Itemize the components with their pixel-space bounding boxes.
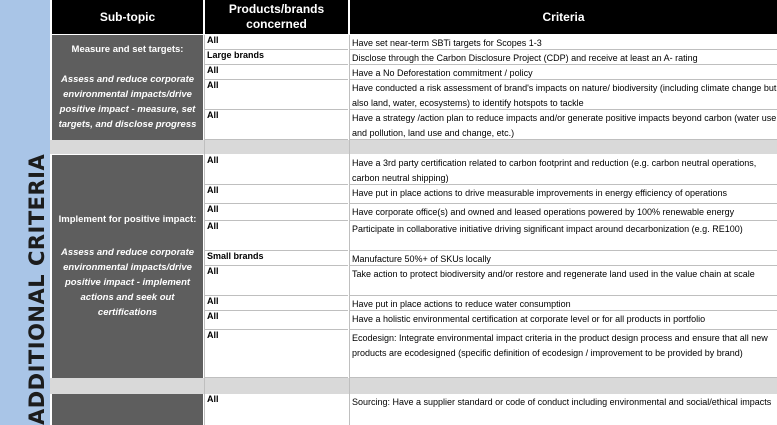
product-cell: Large brands (205, 50, 348, 65)
criteria-cell: Have corporate office(s) and owned and leased operations powered by 100% renewable energy (350, 204, 777, 221)
product-cell: All (205, 330, 348, 378)
criteria-cell: Have a No Deforestation commitment / policy (350, 65, 777, 80)
criteria-cell: Disclose through the Carbon Disclosure Project (CDP) and receive at least an A- rating (350, 50, 777, 65)
side-label: ADDITIONAL CRITERIA (25, 153, 49, 425)
subtopic-title: Measure and set targets: (71, 44, 184, 55)
product-cell: All (205, 221, 348, 251)
product-cell: Small brands (205, 251, 348, 266)
criteria-cell: Have put in place actions to drive measurable improvements in energy efficiency of operations (350, 185, 777, 204)
product-cell: All (205, 311, 348, 330)
product-cell: All (205, 80, 348, 110)
section-gap (50, 140, 777, 154)
product-cell: All (205, 110, 348, 140)
criteria-cell: Participate in collaborative initiative driving significant impact around decarbonization (e.g. RE100) (350, 221, 777, 251)
criteria-cell: Have put in place actions to reduce water consumption (350, 296, 777, 311)
criteria-cell: Have conducted a risk assessment of brand's impacts on nature/ biodiversity (including climate change but also land, water, ecosystems) to identify hotspots to tackle (350, 80, 777, 110)
product-cell: All (205, 155, 348, 185)
header-subtopic: Sub-topic (52, 0, 203, 34)
criteria-cell: Have a strategy /action plan to reduce impacts and/or generate positive impacts beyond carbon (water use and pollution, land use and change, etc.) (350, 110, 777, 140)
criteria-cell: Manufacture 50%+ of SKUs locally (350, 251, 777, 266)
section-gap (50, 378, 777, 394)
product-cell: All (205, 185, 348, 204)
criteria-cell: Have a 3rd party certification related to carbon footprint and reduction (e.g. carbon neutral operations, carbon neutral shipping) (350, 155, 777, 185)
criteria-cell: Ecodesign: Integrate environmental impact criteria in the product design process and ensure that all new products are ecodesigned (specific definition of ecodesign / improvement to be provided by brand) (350, 330, 777, 378)
criteria-cell: Sourcing: Have a supplier standard or code of conduct including environmental and social/ethical impacts (352, 397, 772, 407)
subtopic-sourcing (52, 394, 203, 425)
product-cell: All (205, 65, 348, 80)
side-band (0, 0, 50, 425)
product-cell: All (207, 394, 219, 404)
subtopic-description: Assess and reduce corporate environmental impacts/drive positive impact - implement actions and seek out certifications (60, 247, 195, 318)
subtopic-implement (52, 155, 203, 378)
header-criteria: Criteria (350, 0, 777, 34)
subtopic-description: Assess and reduce corporate environmental impacts/drive positive impact - measure, set targets, and disclose progress (58, 74, 197, 130)
criteria-cell: Take action to protect biodiversity and/or restore and regenerate land used in the value chain at scale (350, 266, 777, 296)
criteria-cell: Have set near-term SBTi targets for Scopes 1-3 (350, 35, 777, 50)
subtopic-title: Implement for positive impact: (58, 214, 197, 225)
product-cell: All (205, 296, 348, 311)
product-cell: All (205, 35, 348, 50)
product-cell: All (205, 266, 348, 296)
criteria-cell: Have a holistic environmental certification at corporate level or for all products in portfolio (350, 311, 777, 330)
subtopic-measure (52, 35, 203, 140)
product-cell: All (205, 204, 348, 221)
header-products: Products/brands concerned (205, 0, 348, 34)
